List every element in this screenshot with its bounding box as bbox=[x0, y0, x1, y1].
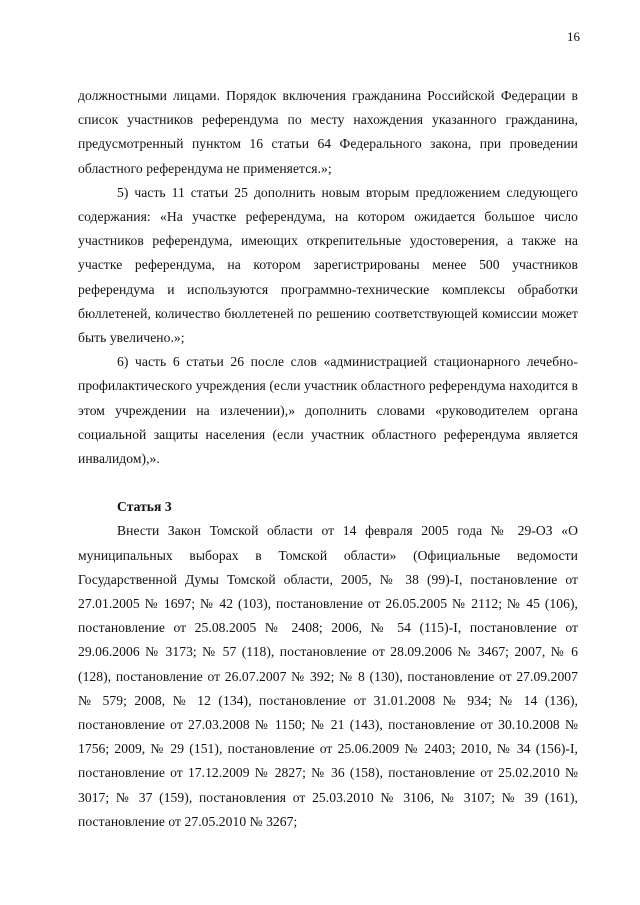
article-heading: Статья 3 bbox=[117, 499, 172, 515]
page-number: 16 bbox=[567, 29, 580, 44]
paragraph-item-6: 6) часть 6 статьи 26 после слов «администрацией стационарного лечебно-профилактического учреждения (если участник областного референдума находится в этом учреждении на излечении),» дополнить словами «руководителем органа социальной защиты населения (если участник областного референдума является инвалидом),». bbox=[78, 354, 578, 467]
document-body bbox=[78, 84, 578, 834]
paragraph-item-5: 5) часть 11 статьи 25 дополнить новым вторым предложением следующего содержания: «На участке референдума, на котором ожидается большое число участников референдума, имеющих открепительные удостоверения, а также на участке референдума, на котором зарегистрированы менее 500 участников референдума и используются программно-технические комплексы обработки бюллетеней, количество бюллетеней по решению соответствующей комиссии может быть увеличено.»; bbox=[78, 184, 578, 346]
article-body: Внести Закон Томской области от 14 февраля 2005 года № 29-ОЗ «О муниципальных выборах в Томской области» (Официальные ведомости Государственной Думы Томской области, 2005, № 38 (99)-I, постановление от 27.01.2005 № 1697; № 42 (103), постановление от 26.05.2005 № 2112; № 45 (106), постановление от 25.08.2005 № 2408; 2006, № 54 (115)-I, постановление от 29.06.2006 № 3173; № 57 (118), постановление от 28.09.2006 № 3467; 2007, № 6 (128), постановление от 26.07.2007 № 392; № 8 (130), постановление от 27.09.2007 № 579; 2008, № 12 (134), постановление от 31.01.2008 № 934; № 14 (136), постановление от 27.03.2008 № 1150; № 21 (143), постановление от 30.10.2008 № 1756; 2009, № 29 (151), постановление от 25.06.2009 № 2403; 2010, № 34 (156)-I, постановление от 17.12.2009 № 2827; № 36 (158), постановление от 25.02.2010 № 3017; № 37 (159), постановления от 25.03.2010 № 3106, № 3107; № 39 (161), постановление от 27.05.2010 № 3267; bbox=[78, 523, 578, 829]
paragraph-continuation: должностными лицами. Порядок включения гражданина Российской Федерации в список участников референдума по месту нахождения указанного гражданина, предусмотренный пунктом 16 статьи 64 Федерального закона, при проведении областного референдума не применяется.»; bbox=[78, 88, 578, 176]
